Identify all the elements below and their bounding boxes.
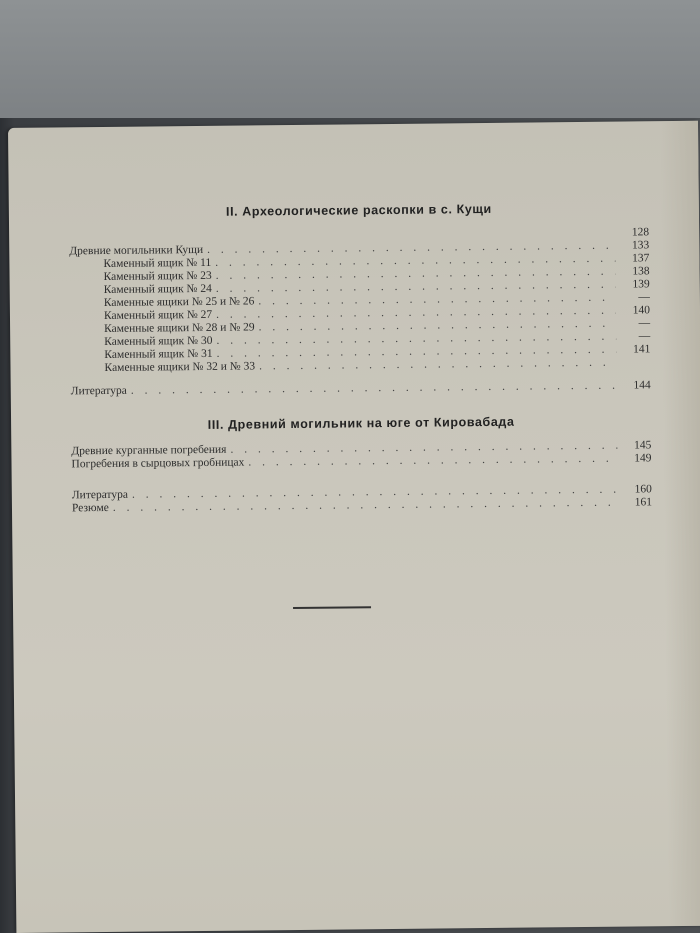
- toc-page-number: 141: [633, 343, 651, 356]
- toc-page-number: 133: [631, 239, 650, 252]
- section-2-title: II. Археологические раскопки в с. Кущи: [225, 201, 492, 219]
- toc-page-number: 137: [632, 252, 650, 265]
- page-edge-shadow: [660, 121, 700, 926]
- toc-entry-label: Древние курганные погребения: [71, 443, 227, 458]
- toc-page-number: 138: [632, 265, 650, 278]
- book-page: [8, 121, 700, 933]
- toc-entry-label: Каменный ящик № 11: [103, 256, 212, 271]
- toc-entry-label: Каменные ящики № 28 и № 29: [104, 321, 255, 336]
- toc-page-number: 161: [634, 496, 653, 509]
- toc-entry-label: Погребения в сырцовых гробницах: [71, 456, 245, 471]
- toc-entry-label: Каменные ящики № 25 и № 26: [103, 295, 255, 310]
- leader-dots: [248, 453, 617, 470]
- toc-page-number: —: [638, 330, 651, 343]
- leader-dots: [259, 357, 617, 374]
- toc-entry-label: Каменный ящик № 27: [103, 308, 213, 323]
- toc-row: [71, 379, 651, 398]
- toc-page-number: —: [638, 317, 651, 330]
- toc-entry-label: Каменный ящик № 24: [103, 282, 212, 297]
- section-3-title: III. Древний могильник на юге от Кировабада: [207, 414, 515, 432]
- toc-page-number: 149: [634, 452, 652, 465]
- toc-page-number: 160: [634, 483, 652, 496]
- toc-page-number: 144: [633, 379, 651, 392]
- toc-entry-label: Каменный ящик № 31: [104, 347, 213, 362]
- end-rule: [293, 606, 371, 608]
- leader-dots: [131, 380, 617, 398]
- toc-entry-label: Каменный ящик № 23: [103, 269, 212, 284]
- toc-entry-label: Каменные ящики № 32 и № 33: [104, 360, 256, 375]
- toc-entry-label: Литература: [71, 488, 129, 502]
- toc-page-number: —: [638, 291, 650, 304]
- toc-page-number: 128: [631, 226, 650, 239]
- toc-page-number: 140: [632, 304, 651, 317]
- table-of-contents: [69, 201, 652, 515]
- toc-entry-label: Литература: [70, 384, 127, 398]
- toc-page-number: 139: [632, 278, 650, 291]
- toc-entry-label: Древние могильники Кущи: [69, 243, 204, 258]
- toc-page-number: 145: [634, 439, 652, 452]
- toc-entry-label: Резюме: [71, 501, 109, 515]
- toc-entry-label: Каменный ящик № 30: [104, 334, 213, 349]
